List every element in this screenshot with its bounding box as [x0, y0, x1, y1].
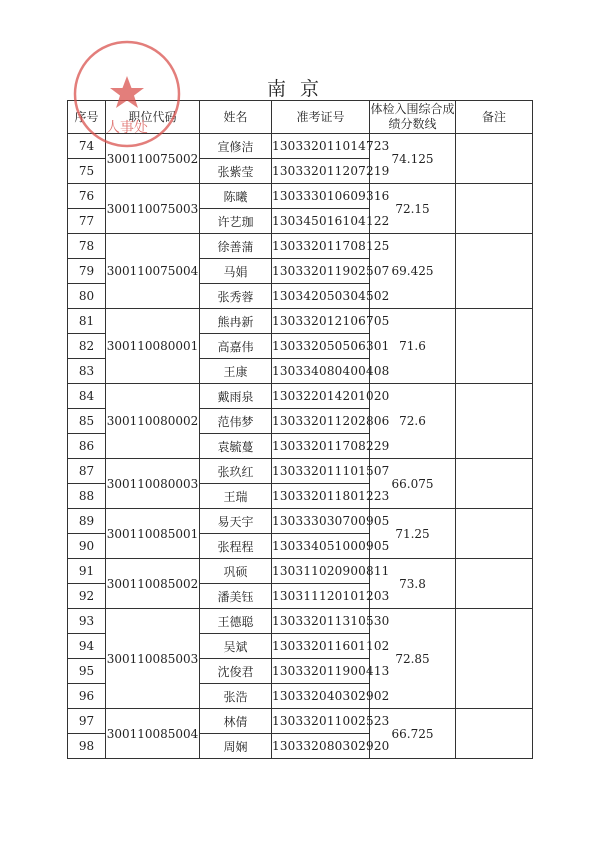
seq-cell: 97: [68, 709, 106, 734]
score-line-cell: 71.6: [370, 309, 456, 384]
exam-no-cell: 130332011207219: [272, 159, 370, 184]
header-exam-no: 准考证号: [272, 101, 370, 134]
seq-cell: 79: [68, 259, 106, 284]
name-cell: 沈俊君: [200, 659, 272, 684]
score-line-cell: 69.425: [370, 234, 456, 309]
seq-cell: 86: [68, 434, 106, 459]
name-cell: 张浩: [200, 684, 272, 709]
exam-no-cell: 130332011902507: [272, 259, 370, 284]
name-cell: 张程程: [200, 534, 272, 559]
name-cell: 马娟: [200, 259, 272, 284]
position-code-cell: 300110085002: [106, 559, 200, 609]
seq-cell: 74: [68, 134, 106, 159]
seq-cell: 87: [68, 459, 106, 484]
table-row: [68, 559, 533, 584]
table-row: [68, 234, 533, 259]
seq-cell: 78: [68, 234, 106, 259]
seq-cell: 84: [68, 384, 106, 409]
seq-cell: 80: [68, 284, 106, 309]
name-cell: 林倩: [200, 709, 272, 734]
exam-no-cell: 130332011310530: [272, 609, 370, 634]
name-cell: 王德聪: [200, 609, 272, 634]
table-row: [68, 309, 533, 334]
position-code-cell: 300110085001: [106, 509, 200, 559]
name-cell: 高嘉伟: [200, 334, 272, 359]
exam-no-cell: 130334051000905: [272, 534, 370, 559]
seq-cell: 91: [68, 559, 106, 584]
seq-cell: 77: [68, 209, 106, 234]
header-position-code: 职位代码: [106, 101, 200, 134]
remark-cell: [456, 459, 533, 509]
name-cell: 周娴: [200, 734, 272, 759]
remark-cell: [456, 309, 533, 384]
header-seq: 序号: [68, 101, 106, 134]
position-code-cell: 300110075002: [106, 134, 200, 184]
exam-no-cell: 130332040302902: [272, 684, 370, 709]
remark-cell: [456, 609, 533, 709]
score-line-cell: 74.125: [370, 134, 456, 184]
position-code-cell: 300110080003: [106, 459, 200, 509]
exam-no-cell: 130332011202806: [272, 409, 370, 434]
table-header-row: [68, 101, 533, 134]
name-cell: 陈曦: [200, 184, 272, 209]
name-cell: 潘美钰: [200, 584, 272, 609]
position-code-cell: 300110080002: [106, 384, 200, 459]
table-row: [68, 459, 533, 484]
score-line-cell: 72.15: [370, 184, 456, 234]
exam-no-cell: 130333010609316: [272, 184, 370, 209]
seq-cell: 82: [68, 334, 106, 359]
header-score-line: 体检入围综合成绩分数线: [370, 101, 456, 134]
name-cell: 王瑞: [200, 484, 272, 509]
table-row: [68, 184, 533, 209]
remark-cell: [456, 509, 533, 559]
seq-cell: 96: [68, 684, 106, 709]
exam-no-cell: 130333030700905: [272, 509, 370, 534]
exam-no-cell: 130345016104122: [272, 209, 370, 234]
name-cell: 张玖红: [200, 459, 272, 484]
score-line-cell: 72.6: [370, 384, 456, 459]
exam-no-cell: 130311120101203: [272, 584, 370, 609]
page-title: 南京: [266, 78, 333, 100]
name-cell: 张秀蓉: [200, 284, 272, 309]
seq-cell: 81: [68, 309, 106, 334]
name-cell: 徐善蒲: [200, 234, 272, 259]
name-cell: 许艺珈: [200, 209, 272, 234]
name-cell: 袁毓蔓: [200, 434, 272, 459]
name-cell: 范伟梦: [200, 409, 272, 434]
svg-text:人事处: 人事处: [106, 120, 148, 136]
name-cell: 巩硕: [200, 559, 272, 584]
seq-cell: 75: [68, 159, 106, 184]
exam-no-cell: 130332080302920: [272, 734, 370, 759]
position-code-cell: 300110085003: [106, 609, 200, 709]
remark-cell: [456, 184, 533, 234]
table-row: [68, 509, 533, 534]
remark-cell: [456, 559, 533, 609]
name-cell: 宣修洁: [200, 134, 272, 159]
score-line-cell: 66.725: [370, 709, 456, 759]
exam-no-cell: 130332011101507: [272, 459, 370, 484]
seq-cell: 83: [68, 359, 106, 384]
table-row: [68, 609, 533, 634]
seq-cell: 93: [68, 609, 106, 634]
position-code-cell: 300110080001: [106, 309, 200, 384]
exam-no-cell: 130332011708125: [272, 234, 370, 259]
position-code-cell: 300110075004: [106, 234, 200, 309]
name-cell: 易天宇: [200, 509, 272, 534]
name-cell: 吴斌: [200, 634, 272, 659]
table-row: [68, 384, 533, 409]
seq-cell: 90: [68, 534, 106, 559]
score-line-cell: 71.25: [370, 509, 456, 559]
seq-cell: 89: [68, 509, 106, 534]
name-cell: 熊冉新: [200, 309, 272, 334]
remark-cell: [456, 384, 533, 459]
remark-cell: [456, 234, 533, 309]
seq-cell: 76: [68, 184, 106, 209]
score-line-cell: 72.85: [370, 609, 456, 709]
table-row: [68, 709, 533, 734]
table-body: [68, 134, 533, 759]
exam-no-cell: 130332011708229: [272, 434, 370, 459]
exam-no-cell: 130332012106705: [272, 309, 370, 334]
exam-no-cell: 130311020900811: [272, 559, 370, 584]
exam-no-cell: 130332011900413: [272, 659, 370, 684]
exam-no-cell: 130332050506301: [272, 334, 370, 359]
position-code-cell: 300110075003: [106, 184, 200, 234]
seq-cell: 94: [68, 634, 106, 659]
exam-no-cell: 130332011002523: [272, 709, 370, 734]
exam-no-cell: 130334080400408: [272, 359, 370, 384]
name-cell: 王康: [200, 359, 272, 384]
exam-no-cell: 130342050304502: [272, 284, 370, 309]
seq-cell: 95: [68, 659, 106, 684]
remark-cell: [456, 709, 533, 759]
results-table: [67, 100, 533, 759]
seq-cell: 98: [68, 734, 106, 759]
name-cell: 戴雨泉: [200, 384, 272, 409]
name-cell: 张紫莹: [200, 159, 272, 184]
seq-cell: 92: [68, 584, 106, 609]
header-name: 姓名: [200, 101, 272, 134]
exam-no-cell: 130332011601102: [272, 634, 370, 659]
seq-cell: 85: [68, 409, 106, 434]
score-line-cell: 73.8: [370, 559, 456, 609]
table-row: [68, 134, 533, 159]
score-line-cell: 66.075: [370, 459, 456, 509]
header-remark: 备注: [456, 101, 533, 134]
exam-no-cell: 130332011801223: [272, 484, 370, 509]
seq-cell: 88: [68, 484, 106, 509]
exam-no-cell: 130322014201020: [272, 384, 370, 409]
position-code-cell: 300110085004: [106, 709, 200, 759]
remark-cell: [456, 134, 533, 184]
exam-no-cell: 130332011014723: [272, 134, 370, 159]
